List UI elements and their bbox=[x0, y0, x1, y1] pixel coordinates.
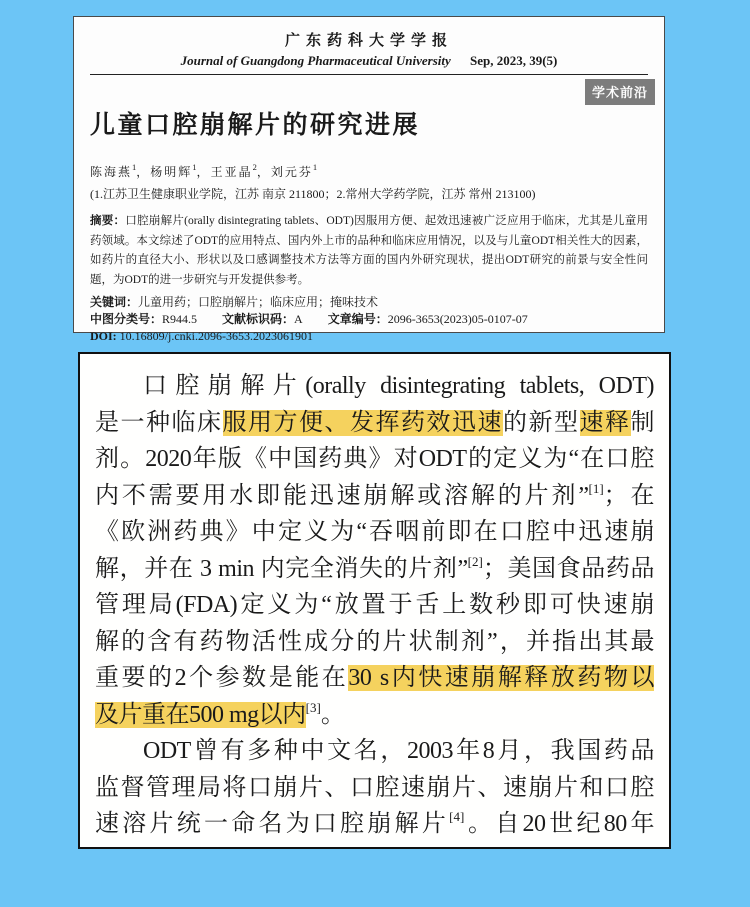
doi-line bbox=[90, 328, 648, 345]
article-body bbox=[95, 368, 654, 843]
body-text: 监督管理局将口崩片、口腔速崩片、速崩片和口腔 bbox=[95, 774, 654, 801]
body-text: 制 bbox=[630, 409, 654, 436]
body-line bbox=[95, 770, 654, 807]
text-highlight: 30 s内快速崩解释放药物以 bbox=[348, 665, 654, 691]
body-line bbox=[95, 478, 654, 515]
article-no-label: 文章编号： bbox=[327, 312, 388, 326]
reference-superscript: [4] bbox=[449, 809, 465, 824]
keywords-line bbox=[90, 294, 648, 311]
text-highlight: 及片重在500 mg以内 bbox=[95, 701, 306, 728]
author-superscript: 1 bbox=[132, 162, 137, 172]
doc-code-label: 文献标识码： bbox=[222, 312, 295, 326]
body-text: 解的含有药物活性成分的片状制剂”，并指出其最 bbox=[95, 628, 654, 655]
journal-title-cn: 广东药科大学学报 bbox=[284, 33, 453, 49]
keywords-text: 儿童用药；口腔崩解片；临床应用；掩味技术 bbox=[138, 295, 379, 309]
authors-line: 陈海燕$^1$，杨明辉$^1$，王亚晶$^2$，刘元芬$^1$ bbox=[90, 162, 318, 179]
clc-label: 中图分类号： bbox=[90, 312, 163, 326]
body-text: ；美国食品药品 bbox=[482, 555, 654, 582]
article-no-value: 2096-3653(2023)05-0107-07 bbox=[387, 312, 528, 326]
body-line bbox=[95, 551, 654, 588]
body-text: 剂。2020年版《中国药典》对ODT的定义为“在口腔 bbox=[95, 446, 654, 472]
author-name: 杨明辉 bbox=[150, 165, 193, 179]
text-highlight: 服用方便、发挥药效迅速 bbox=[222, 409, 503, 436]
text-highlight: 速释 bbox=[579, 409, 631, 436]
body-text: 解，并在 3 min 内完全消失的片剂” bbox=[95, 555, 468, 582]
body-text: 内不需要用水即能迅速崩解或溶解的片剂” bbox=[95, 482, 589, 509]
body-line bbox=[95, 587, 654, 624]
author-superscript: 2 bbox=[252, 162, 257, 172]
reference-superscript: [3] bbox=[305, 699, 321, 715]
body-text: 口腔崩解片(orally disintegrating tablets, ODT) bbox=[143, 373, 654, 399]
doi-value: 10.16809/j.cnki.2096-3653.2023061901 bbox=[119, 329, 313, 343]
abstract-label: 摘要： bbox=[90, 215, 126, 227]
doi-label: DOI: bbox=[90, 329, 117, 343]
journal-header-card bbox=[73, 16, 665, 343]
body-text: 重要的2个参数是能在 bbox=[95, 665, 349, 691]
abstract-section bbox=[90, 212, 648, 290]
author-affiliation: (1.江苏卫生健康职业学院，江苏 南京 211800；2.常州大学药学院，江苏 常州 213100) bbox=[90, 187, 536, 201]
body-text: 。 bbox=[320, 701, 345, 728]
body-text: 速溶片统一命名为口腔崩解片 bbox=[95, 811, 450, 837]
body-text: 《欧洲药典》中定义为“吞咽前即在口腔中迅速崩 bbox=[95, 519, 654, 545]
body-line bbox=[95, 697, 654, 734]
body-line bbox=[95, 660, 654, 697]
author-name: 王亚晶 bbox=[210, 165, 253, 179]
section-badge: 学术前沿 bbox=[585, 79, 655, 105]
author-name: 刘元芬 bbox=[270, 165, 313, 179]
reference-superscript: [2] bbox=[467, 553, 483, 569]
keywords-label: 关键词： bbox=[90, 295, 139, 309]
journal-title-en-line bbox=[90, 53, 648, 69]
classification-line bbox=[90, 311, 648, 328]
body-text: ODT曾有多种中文名，2003年8月，我国药品 bbox=[143, 738, 654, 764]
author-superscript: 1 bbox=[312, 162, 318, 172]
body-line bbox=[95, 441, 654, 478]
body-text: ；在 bbox=[603, 482, 655, 509]
reference-superscript: [1] bbox=[588, 480, 604, 496]
body-text: 。自20世纪80年 bbox=[464, 811, 655, 837]
body-line bbox=[95, 624, 654, 661]
body-line bbox=[95, 405, 654, 442]
body-text: 的新型 bbox=[503, 409, 580, 436]
header-divider bbox=[90, 74, 648, 75]
body-text: 管理局(FDA)定义为“放置于舌上数秒即可快速崩 bbox=[95, 592, 654, 618]
body-line bbox=[95, 514, 654, 551]
author-superscript: 1 bbox=[192, 162, 197, 172]
body-text: 是一种临床 bbox=[95, 409, 223, 436]
body-line bbox=[95, 368, 654, 405]
abstract-text: 口腔崩解片(orally disintegrating tablets、ODT)因服用方便、起效迅速被广泛应用于临床，尤其是儿童用药领域。本文综述了ODT的应用特点、国内外上市的品种和临床应用情况，以及与儿童ODT相关性大的因素，如药片的直径大小、形状以及口感调整技术方法等方面的国内外研究现状，提出ODT研究的前景与安全性问题，为ODT的进一步研究与开发提供参考。 bbox=[90, 215, 649, 286]
body-line bbox=[95, 733, 654, 770]
author-name: 陈海燕 bbox=[90, 165, 133, 179]
journal-title-en: Journal of Guangdong Pharmaceutical University bbox=[180, 53, 451, 68]
body-line bbox=[95, 806, 654, 843]
doc-code-value: A bbox=[294, 312, 303, 326]
article-body-card bbox=[78, 352, 671, 849]
clc-value: R944.5 bbox=[162, 312, 198, 326]
article-title: 儿童口腔崩解片的研究进展 bbox=[90, 112, 421, 139]
issue-date: Sep, 2023, 39(5) bbox=[470, 53, 558, 68]
